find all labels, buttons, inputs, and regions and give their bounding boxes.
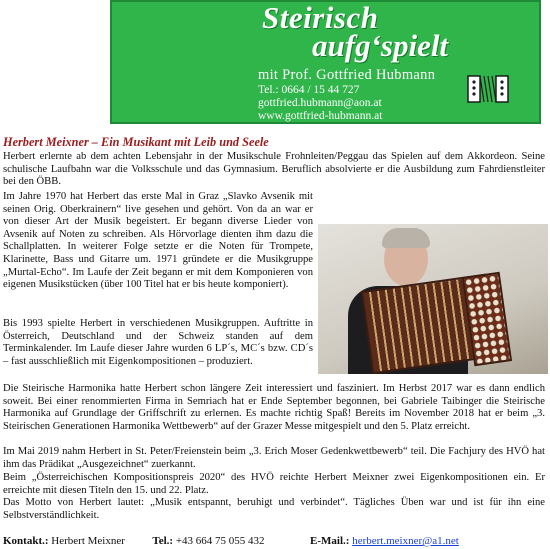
paragraph-award: Beim „Österreichischen Kompositionspreis 2020“ des HVÖ reichte Herbert Meixner zwei Eigenkompositionen ein. Er erreichte mit diesen Titeln den 15. und 22. Platz. xyxy=(3,472,545,496)
contact-email-label: E-Mail.: xyxy=(310,535,350,547)
banner-web[interactable]: www.gottfried-hubmann.at xyxy=(258,110,383,122)
contact-name: Herbert Meixner xyxy=(51,535,125,547)
accordion-icon xyxy=(466,66,510,110)
contact-label: Kontakt.: xyxy=(3,535,49,547)
player-hair xyxy=(382,228,430,248)
paragraph-intro: Herbert erlernte ab dem achten Lebensjahr in der Musikschule Frohnleiten/Peggau das Spielen auf dem Akkordeon. Seine schulische Laufbahn war die Volksschule und das Gymnasium. Beruflich absolvierte er die Ausbildung zum Fahrdienstleiter bei den ÖBB. xyxy=(3,151,545,188)
article-title: Herbert Meixner – Ein Musikant mit Leib und Seele xyxy=(3,135,269,149)
contact-email-link[interactable]: herbert.meixner@a1.net xyxy=(352,535,459,547)
paragraph-history: Im Jahre 1970 hat Herbert das erste Mal in Graz „Slavko Avsenik mit seinen Orig. Oberkrainern“ live gesehen und gehört. Von da an war er von dieser Art der Musik begeistert. Er begann diverse Lieder von Avsenik auf Noten zu schreiben. Als Hörvorlage dienten ihm dazu die Schallplatten. In weiterer Folge setzte er die Noten für Trompete, Klarinette, Bass und Gitarre um. 1971 gründete er die Musikgruppe „Murtal-Echo“. Im Laufe der Zeit begann er mit dem Komponieren von eigenen Musikstücken (über 100 Titel hat er bis heute komponiert). xyxy=(3,191,313,291)
banner-email[interactable]: gottfried.hubmann@aon.at xyxy=(258,97,382,109)
paragraph-competition: Im Mai 2019 nahm Herbert in St. Peter/Freienstein beim „3. Erich Moser Gedenkwettbewerb“ teil. Die Fachjury des HVÖ hat ihm das Prädikat „Ausgezeichnet“ zuerkannt. xyxy=(3,446,545,470)
paragraph-groups: Bis 1993 spielte Herbert in verschiedenen Musikgruppen. Auftritte in Österreich, Deutschland und der Schweiz standen auf dem Terminkalender. Im Laufe dieser Jahre wurden 6 LP´s, MC´s bzw. CD´s – fast ausschließlich mit Eigenkompositionen – produziert. xyxy=(3,318,313,367)
accordion-player-photo xyxy=(318,224,548,374)
paragraph-harmonika: Die Steirische Harmonika hatte Herbert schon längere Zeit interessiert und fasziniert. Im Herbst 2017 war es dann endlich soweit. Bei einer renommierten Firma in Semriach hat er Ende September begonnen, bei Gabriele Taibinger die Steirische Harmonika auf Grundlage der Griffschrift zu erlernen. Es machte richtig Spaß! Bereits im November 2018 hat er beim „3. Steirischen Generationen Harmonika Wettbewerb“ auf der Grazer Messe mitgespielt und den 5. Platz erreicht. xyxy=(3,383,545,432)
banner-subtitle: mit Prof. Gottfried Hubmann xyxy=(258,67,436,83)
contact-tel: +43 664 75 055 432 xyxy=(175,535,265,547)
banner-title-line2: aufg‘spielt xyxy=(312,28,449,63)
contact-tel-label: Tel.: xyxy=(152,535,174,547)
banner-tel: Tel.: 0664 / 15 44 727 xyxy=(258,84,360,96)
banner-title-line1: Steirisch xyxy=(262,0,379,35)
paragraph-motto: Das Motto von Herbert lautet: „Musik entspannt, beruhigt und verbindet“. Tägliches Üben war und ist für ihn eine Selbstverständlichkeit. xyxy=(3,497,545,521)
contact-row xyxy=(3,535,459,547)
